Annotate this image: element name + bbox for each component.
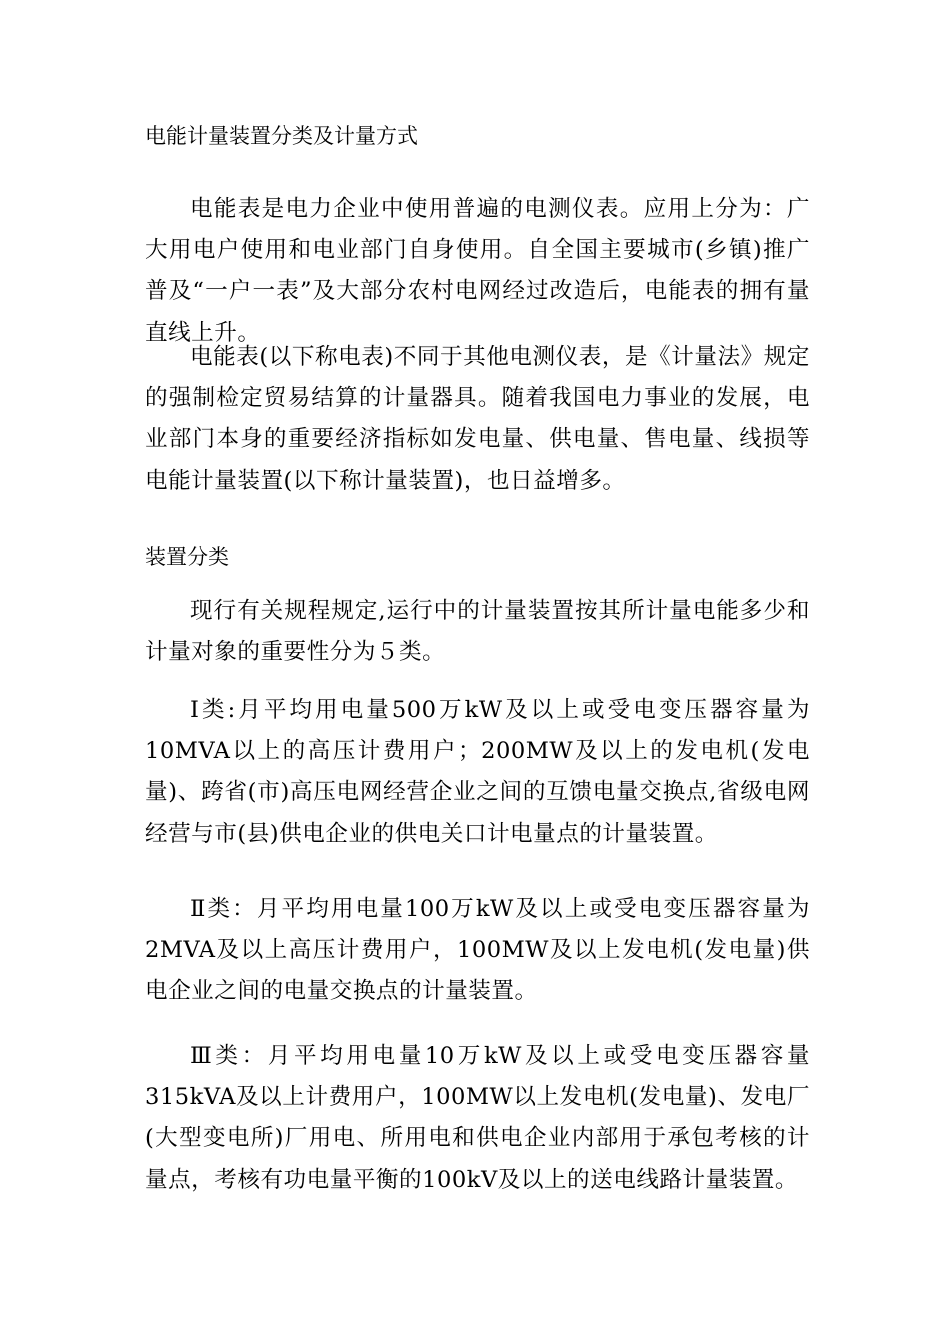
intro-paragraph-2: 电能表(以下称电表)不同于其他电测仪表，是《计量法》规定的强制检定贸易结算的计量器具。随着我国电力事业的发展，电业部门本身的重要经济指标如发电量、供电量、售电量、线损等电能计量装置(以下称计量装置)，也日益增多。 <box>145 344 810 494</box>
section-paragraph-class-1: Ⅰ类:月平均用电量500万kW及以上或受电变压器容量为10MVA以上的高压计费用户；200MW及以上的发电机(发电量)、跨省(市)高压电网经营企业之间的互馈电量交换点,省级电网经营与市(县)供电企业的供电关口计电量点的计量装置。 <box>145 697 810 847</box>
section-paragraph-overview: 现行有关规程规定,运行中的计量装置按其所计量电能多少和计量对象的重要性分为５类。 <box>145 598 810 666</box>
document-title: 电能计量装置分类及计量方式 <box>145 124 418 148</box>
intro-paragraph-1: 电能表是电力企业中使用普遍的电测仪表。应用上分为：广大用电户使用和电业部门自身使用。自全国主要城市(乡镇)推广普及“一户一表”及大部分农村电网经过改造后，电能表的拥有量直线上升。 <box>145 196 810 346</box>
section-paragraph-class-2: Ⅱ类：月平均用电量100万kW及以上或受电变压器容量为2MVA及以上高压计费用户，100MW及以上发电机(发电量)供电企业之间的电量交换点的计量装置。 <box>145 896 810 1005</box>
section-heading: 装置分类 <box>145 545 229 569</box>
section-paragraph-class-3: Ⅲ类：月平均用电量10万kW及以上或受电变压器容量315kVA及以上计费用户，100MW以上发电机(发电量)、发电厂(大型变电所)厂用电、所用电和供电企业内部用于承包考核的计量点，考核有功电量平衡的100kV及以上的送电线路计量装置。 <box>145 1043 810 1193</box>
